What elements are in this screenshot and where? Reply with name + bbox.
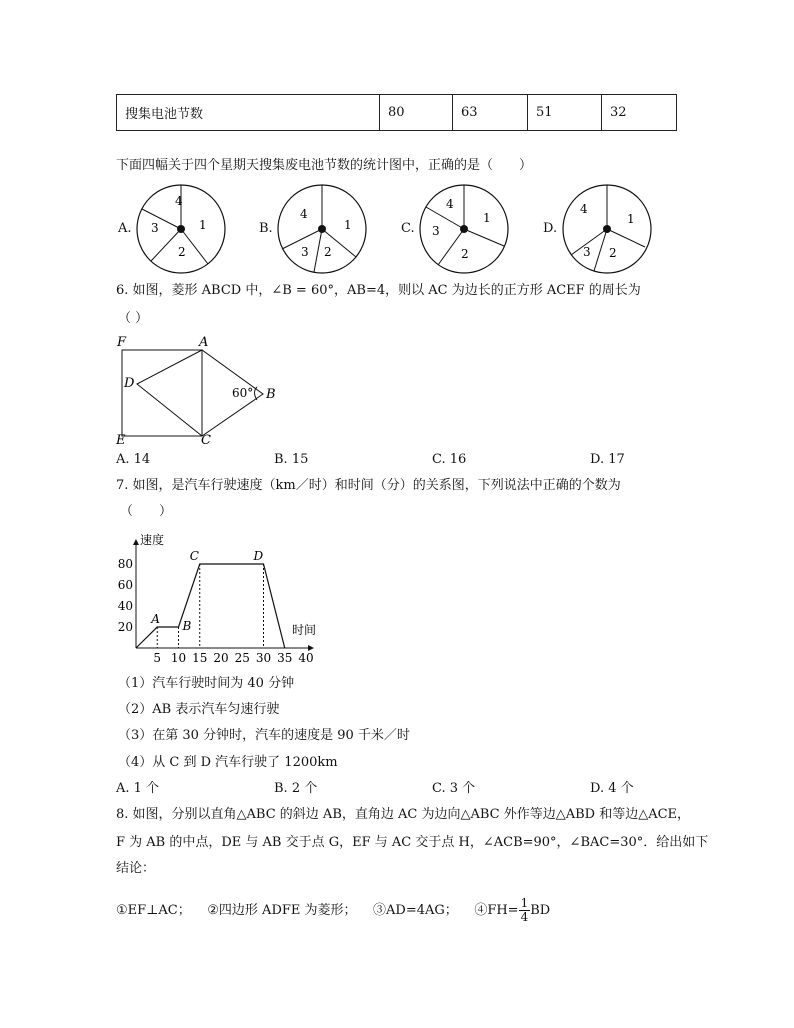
label-b: B — [266, 387, 276, 402]
fraction-numerator: 1 — [520, 896, 529, 910]
q8-line-1: 8. 如图，分别以直角△ABC 的斜边 AB，直角边 AC 为边向△ABC 外作等边△ABD 和等边△ACE， — [116, 807, 691, 822]
y-tick-label: 20 — [117, 620, 133, 634]
label-c: C — [201, 433, 211, 448]
table-row — [117, 95, 677, 131]
x-axis-label: 时间 — [292, 623, 317, 637]
pie-c-label-1: 1 — [483, 211, 491, 225]
table-cell: 32 — [602, 95, 677, 131]
q7-statement-3: （3）在第 30 分钟时，汽车的速度是 90 千米／时 — [118, 728, 410, 743]
q6-paren: （ ） — [118, 311, 149, 326]
pie-c-label-4: 4 — [446, 197, 454, 211]
label-f: F — [117, 335, 127, 350]
q7-option-a: A. 1 个 — [116, 781, 160, 796]
table-cell: 80 — [380, 95, 453, 131]
y-axis-label: 速度 — [140, 533, 165, 547]
x-tick-label: 25 — [234, 651, 250, 665]
pie-d-label-4: 4 — [580, 202, 588, 216]
point-labels — [150, 549, 263, 633]
angle-label: 60° — [232, 386, 254, 400]
pie-d-label-3: 3 — [583, 245, 591, 259]
pie-d-label-2: 2 — [609, 246, 617, 260]
dashed-guides — [157, 564, 263, 648]
pie-chart-c — [418, 183, 510, 275]
speed-series-line — [136, 564, 285, 648]
x-tick-label: 5 — [153, 651, 162, 665]
y-tick-label: 40 — [117, 599, 133, 613]
point-label-c: C — [189, 549, 199, 563]
conclusion-2: ②四边形 ADFE 为菱形； — [207, 903, 357, 918]
x-tick-label: 20 — [213, 651, 229, 665]
pie-c-label-3: 3 — [432, 224, 440, 238]
y-tick-label: 80 — [117, 557, 133, 571]
pie-chart-a — [135, 183, 227, 275]
y-axis-arrow-icon — [133, 539, 139, 545]
x-tick-label: 40 — [298, 651, 314, 665]
x-tick-label: 35 — [277, 651, 293, 665]
q7-statement-1: （1）汽车行驶时间为 40 分钟 — [118, 676, 295, 691]
fraction-one-quarter — [519, 897, 531, 924]
q7-option-c: C. 3 个 — [432, 781, 476, 796]
q6-option-a: A. 14 — [116, 452, 151, 467]
y-tick-label: 60 — [117, 578, 133, 592]
table-cell: 51 — [528, 95, 602, 131]
pie-chart-d — [561, 183, 653, 275]
q7-option-d: D. 4 个 — [590, 781, 634, 796]
rhombus-square-figure — [115, 334, 285, 446]
pie-b-label-3: 3 — [301, 245, 309, 259]
point-label-a: A — [151, 612, 160, 626]
point-label-d: D — [253, 549, 264, 563]
table-cell: 63 — [453, 95, 528, 131]
pie-a-label-1: 1 — [199, 218, 207, 232]
x-ticks — [153, 651, 313, 665]
y-ticks — [118, 557, 133, 634]
q5-option-c-letter: C. — [401, 221, 415, 236]
q7-statement-4: （4）从 C 到 D 汽车行驶了 1200km — [118, 755, 338, 770]
q5-option-b-letter: B. — [259, 221, 273, 236]
q7-option-b: B. 2 个 — [274, 781, 318, 796]
q6-option-d: D. 17 — [590, 452, 625, 467]
battery-table — [116, 94, 677, 131]
q8-line-3: 结论： — [116, 861, 156, 876]
speed-time-chart — [110, 530, 317, 670]
q5-stem: 下面四幅关于四个星期天搜集废电池节数的统计图中，正确的是（ ） — [116, 158, 533, 173]
pie-a-label-3: 3 — [151, 221, 159, 235]
conclusion-1: ①EF⊥AC； — [116, 903, 191, 918]
pie-c-label-2: 2 — [461, 247, 469, 261]
q5-option-d-letter: D. — [543, 221, 558, 236]
pie-chart-b — [276, 183, 368, 275]
pie-a-label-2: 2 — [178, 245, 186, 259]
q5-option-a-letter: A. — [118, 221, 132, 236]
q8-line-2: F 为 AB 的中点，DE 与 AB 交于点 G，EF 与 AC 交于点 H，∠ACB=90°，∠BAC=30°．给出如下 — [116, 835, 709, 850]
pie-d-label-1: 1 — [627, 212, 635, 226]
conclusion-3: ③AD=4AG； — [373, 903, 458, 918]
q7-paren: （ ） — [120, 504, 173, 519]
label-d: D — [124, 376, 135, 391]
conclusion-4-prefix: ④FH= — [474, 903, 519, 918]
q7-stem: 7. 如图，是汽车行驶速度（km／时）和时间（分）的关系图，下列说法中正确的个数为 — [116, 478, 621, 493]
point-label-b: B — [182, 619, 192, 633]
conclusion-4-suffix: BD — [530, 903, 551, 918]
x-tick-label: 30 — [255, 651, 272, 665]
pie-b-label-1: 1 — [344, 218, 352, 232]
q6-stem: 6. 如图，菱形 ABCD 中，∠B = 60°，AB=4，则以 AC 为边长的正方形 ACEF 的周长为 — [116, 283, 641, 298]
q6-option-c: C. 16 — [432, 452, 467, 467]
q7-statement-2: （2）AB 表示汽车匀速行驶 — [118, 702, 280, 717]
label-e: E — [116, 433, 126, 448]
q6-option-b: B. 15 — [274, 452, 309, 467]
q8-conclusions — [116, 897, 550, 924]
table-label-cell: 搜集电池节数 — [117, 95, 380, 131]
label-a: A — [199, 335, 209, 350]
pie-b-label-4: 4 — [300, 207, 308, 221]
x-tick-label: 10 — [170, 651, 187, 665]
pie-b-label-2: 2 — [324, 245, 332, 259]
x-tick-label: 15 — [192, 651, 208, 665]
fraction-denominator: 4 — [520, 910, 529, 924]
pie-a-label-4: 4 — [175, 194, 183, 208]
